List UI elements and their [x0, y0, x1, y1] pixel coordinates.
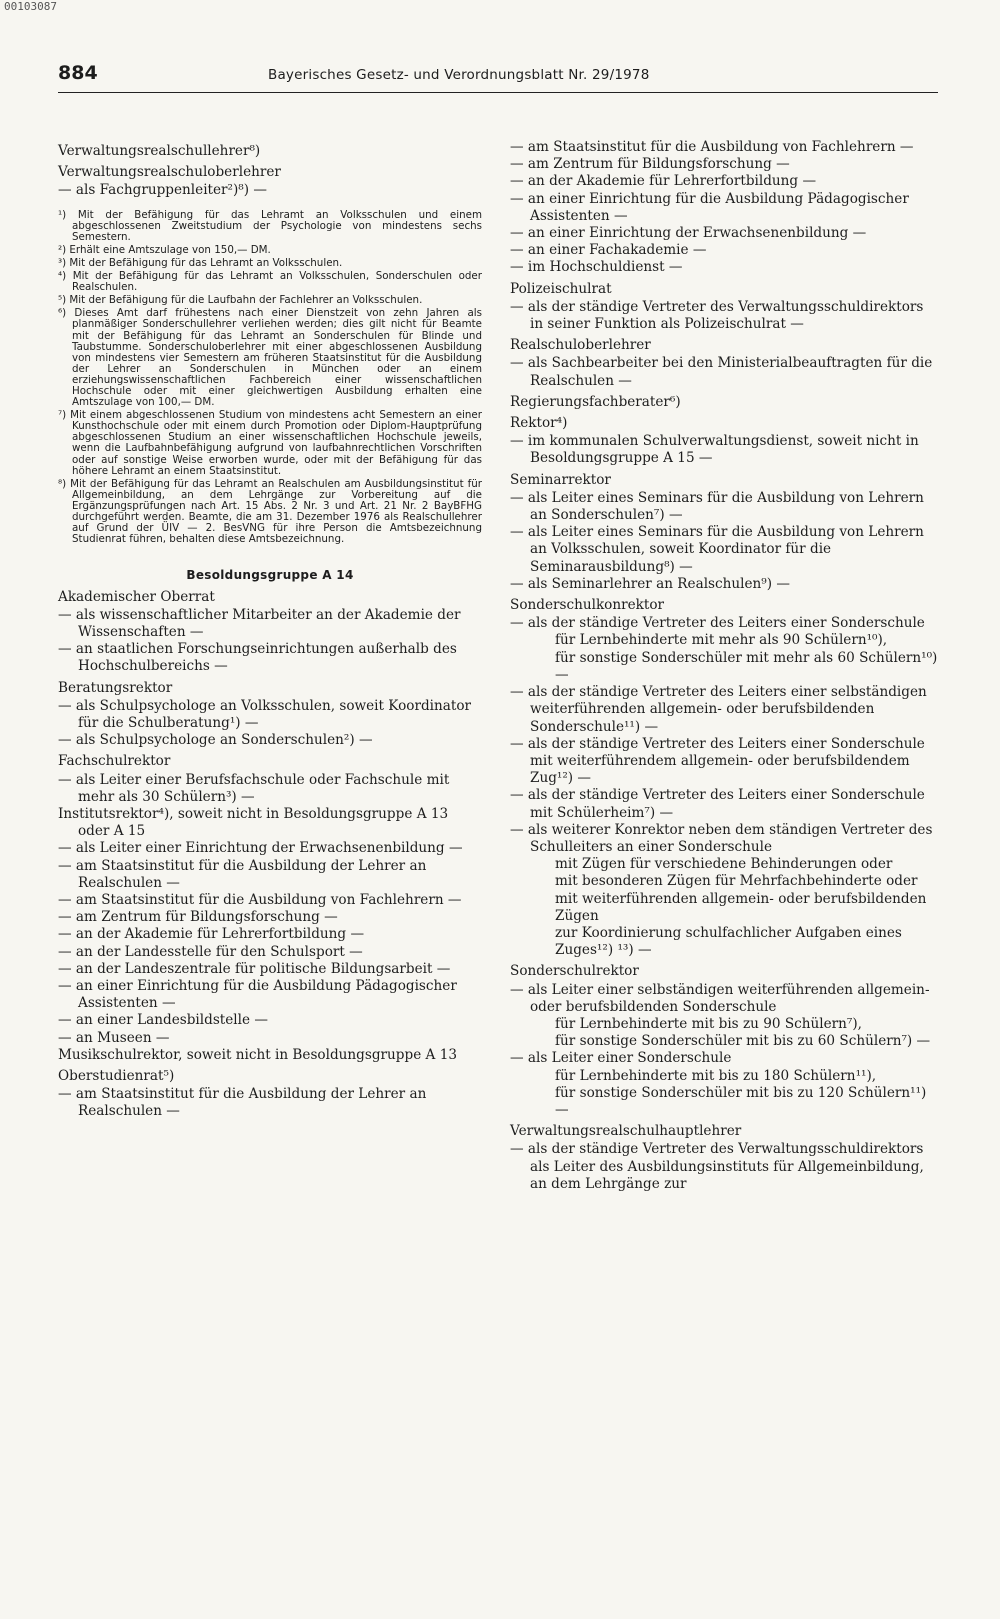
- entry-line: — an einer Fachakademie —: [510, 242, 707, 259]
- entry-title: Rektor⁴): [510, 415, 568, 432]
- entry-title: Regierungsfachberater⁶): [510, 393, 681, 410]
- entry-line: — am Staatsinstitut für die Ausbildung von Fachlehrern —: [510, 139, 914, 155]
- footnotes: [58, 210, 482, 546]
- entry-title: Seminarrektor: [510, 471, 611, 488]
- footnote: ⁴) Mit der Befähigung für das Lehramt an Volksschulen, Sonderschulen oder Realschulen.: [58, 270, 482, 294]
- entry-title: Realschuloberlehrer: [510, 337, 651, 354]
- entry-line: — an staatlichen Forschungseinrichtungen außerhalb des Hochschulbereichs —: [58, 641, 457, 675]
- entry-line: — im Hochschuldienst —: [510, 259, 683, 276]
- entry-line: zur Koordinierung schulfachlicher Aufgaben eines Zuges¹²) ¹³) —: [555, 924, 902, 959]
- entry-line: — als Seminarlehrer an Realschulen⁹) —: [510, 575, 790, 592]
- entry-line: — an der Landeszentrale für politische Bildungsarbeit —: [58, 960, 451, 977]
- entry-line: — als der ständige Vertreter des Leiters einer Sonderschule mit weiterführendem allgemein- oder berufsbildendem Zug¹²) —: [510, 735, 925, 787]
- entry-line: Institutsrektor⁴), soweit nicht in Besoldungsgruppe A 13 oder A 15: [58, 805, 449, 840]
- entry-line: für sonstige Sonderschüler mit mehr als 60 Schülern¹⁰) —: [555, 649, 938, 683]
- entry-line: — an der Landesstelle für den Schulsport —: [58, 943, 363, 960]
- entry-title: Beratungsrektor: [58, 679, 173, 696]
- footnote: ³) Mit der Befähigung für das Lehramt an Volksschulen.: [58, 256, 343, 269]
- entry-line: — als der ständige Vertreter des Leiters einer selbständigen weiterführenden allgemein- oder berufsbildenden Sonderschule¹¹) —: [510, 684, 927, 735]
- entry-line: — an einer Landesbildstelle —: [58, 1012, 268, 1029]
- section-heading: Besoldungsgruppe A 14: [186, 568, 354, 583]
- entry-title: Polizeischulrat: [510, 280, 612, 297]
- entry-line: — als weiterer Konrektor neben dem ständigen Vertreter des Schulleiters an einer Sonderschule: [510, 821, 933, 855]
- journal-title: Bayerisches Gesetz- und Verordnungsblatt Nr. 29/1978: [268, 67, 650, 83]
- right-column: [510, 139, 940, 1193]
- footnote: ¹) Mit der Befähigung für das Lehramt an Volksschulen und einem abgeschlossenen Zweitstudium der Psychologie von mindestens sechs Semestern.: [58, 208, 482, 243]
- entry-line: — an der Akademie für Lehrerfortbildung —: [58, 926, 365, 943]
- entry-line: — als Fachgruppenleiter²)⁸) —: [58, 182, 267, 199]
- entry-line: — als wissenschaftlicher Mitarbeiter an der Akademie der Wissenschaften —: [58, 606, 461, 640]
- entry-line: — an einer Einrichtung für die Ausbildung Pädagogischer Assistenten —: [58, 978, 457, 1012]
- entry-line: — als Leiter eines Seminars für die Ausbildung von Lehrern an Sonderschulen⁷) —: [510, 489, 924, 524]
- entry-line: — als Schulpsychologe an Sonderschulen²) —: [58, 732, 373, 749]
- entry-line: für Lernbehinderte mit mehr als 90 Schülern¹⁰),: [555, 632, 888, 649]
- entry-line: mit Zügen für verschiedene Behinderungen oder: [555, 856, 893, 873]
- entry-title: Oberstudienrat⁵): [58, 1068, 175, 1085]
- archive-number: 00103087: [4, 0, 57, 13]
- entry-title: Verwaltungsrealschuloberlehrer: [58, 164, 281, 181]
- entry-line: — als der ständige Vertreter des Leiters einer Sonderschule mit Schülerheim⁷) —: [510, 787, 925, 821]
- right-entries: [510, 139, 940, 1193]
- entry-title: Sonderschulrektor: [510, 963, 639, 980]
- left-top-entries: [58, 143, 482, 200]
- entry-line: — als Leiter einer Einrichtung der Erwachsenenbildung —: [58, 840, 463, 857]
- footnote: ²) Erhält eine Amtszulage von 150,— DM.: [58, 243, 271, 256]
- entry-title: Verwaltungsrealschulhauptlehrer: [510, 1123, 742, 1140]
- footnote: ⁶) Dieses Amt darf frühestens nach einer Dienstzeit von zehn Jahren als planmäßiger Sonderschullehrer verliehen werden; dies gilt nicht für Beamte mit der Befähigung für das Lehramt an Sonderschulen für Blinde und Taubstumme. Sonderschuloberlehrer mit einer abgeschlossenen Ausbildung von mindestens vier Semestern am früheren Staatsinstitut für die Ausbildung der Lehrer an Sonderschulen in München oder an einem erziehungswissenschaftlichen Fachbereich einer wissenschaftlichen Hochschule oder mit einer gleichwertigen Ausbildung erhalten eine Amtszulage von 100,— DM.: [58, 307, 482, 409]
- entry-line: — an einer Einrichtung für die Ausbildung Pädagogischer Assistenten —: [510, 190, 909, 224]
- entry-line: — an Museen —: [58, 1029, 170, 1046]
- entry-line: Musikschulrektor, soweit nicht in Besoldungsgruppe A 13: [58, 1046, 457, 1063]
- entry-line: — als der ständige Vertreter des Verwaltungsschuldirektors in seiner Funktion als Polizeischulrat —: [510, 298, 924, 333]
- entry-line: für Lernbehinderte mit bis zu 90 Schülern⁷),: [555, 1015, 862, 1032]
- entry-line: — am Staatsinstitut für die Ausbildung von Fachlehrern —: [58, 891, 462, 908]
- entry-line: mit weiterführenden allgemein- oder berufsbildenden Zügen: [555, 890, 927, 924]
- entry-title: Verwaltungsrealschullehrer⁸): [58, 143, 261, 159]
- entry-line: — als Sachbearbeiter bei den Ministerialbeauftragten für die Realschulen —: [510, 355, 933, 389]
- entry-line: für sonstige Sonderschüler mit bis zu 120 Schülern¹¹) —: [555, 1084, 927, 1118]
- page-header: [58, 62, 938, 93]
- entry-line: für Lernbehinderte mit bis zu 180 Schülern¹¹),: [555, 1067, 877, 1084]
- entry-line: — als Leiter einer selbständigen weiterführenden allgemein- oder berufsbildenden Sonderschule: [510, 981, 930, 1015]
- entry-line: — als der ständige Vertreter des Leiters einer Sonderschule: [510, 615, 925, 632]
- entry-title: Sonderschulkonrektor: [510, 597, 665, 614]
- entry-line: — an der Akademie für Lehrerfortbildung —: [510, 173, 817, 190]
- entry-line: mit besonderen Zügen für Mehrfachbehinderte oder: [555, 873, 918, 890]
- footnote: ⁷) Mit einem abgeschlossenen Studium von mindestens acht Semestern an einer Kunsthochschule oder mit einem durch Promotion oder Diplom-Hauptprüfung abgeschlossenen Studium an einer wissenschaftlichen Hochschule jeweils, wenn die Laufbahnbefähigung aufgrund von laufbahnrechtlichen Vorschriften oder auf sonstige Weise erworben wurde, oder mit der Befähigung für das höhere Lehramt an einem Staatsinstitut.: [58, 409, 482, 477]
- entry-line: — am Zentrum für Bildungsforschung —: [58, 909, 338, 926]
- entry-line: — als Leiter einer Berufsfachschule oder Fachschule mit mehr als 30 Schülern³) —: [58, 771, 450, 805]
- entry-line: — am Zentrum für Bildungsforschung —: [510, 156, 790, 173]
- entry-title: Akademischer Oberrat: [58, 588, 215, 605]
- left-column: [58, 139, 482, 1121]
- footnote: ⁸) Mit der Befähigung für das Lehramt an Realschulen am Ausbildungsinstitut für Allgemeinbildung, an dem Lehrgänge zur Vorbereitung auf die Ergänzungsprüfungen nach Art. 15 Abs. 2 Nr. 3 und Art. 21 Nr. 2 BayBFHG durchgeführt werden. Beamte, die am 31. Dezember 1976 als Realschullehrer auf Grund der ÜIV — 2. BesVNG für ihre Person die Amtsbezeichnung Studienrat führen, behalten diese Amtsbezeichnung.: [58, 477, 482, 546]
- entry-line: — als der ständige Vertreter des Verwaltungsschuldirektors als Leiter des Ausbildungsinstituts für Allgemeinbildung, an dem Lehrgänge zur: [510, 1141, 924, 1192]
- entry-line: — als Schulpsychologe an Volksschulen, soweit Koordinator für die Schulberatung¹) —: [58, 697, 472, 731]
- footnote: ⁵) Mit der Befähigung für die Laufbahn der Fachlehrer an Volksschulen.: [58, 294, 423, 307]
- entry-line: — als Leiter einer Sonderschule: [510, 1050, 732, 1067]
- entry-line: — als Leiter eines Seminars für die Ausbildung von Lehrern an Volksschulen, soweit Koordinator für die Seminarausbildung⁸) —: [510, 524, 924, 575]
- page-number: 884: [58, 62, 98, 84]
- entry-line: — an einer Einrichtung der Erwachsenenbildung —: [510, 225, 867, 242]
- entry-line: — im kommunalen Schulverwaltungsdienst, soweit nicht in Besoldungsgruppe A 15 —: [510, 433, 919, 467]
- entry-title: Fachschulrektor: [58, 753, 171, 770]
- entry-line: — am Staatsinstitut für die Ausbildung der Lehrer an Realschulen —: [58, 857, 427, 891]
- left-bottom-entries: [58, 589, 482, 1121]
- entry-line: — am Staatsinstitut für die Ausbildung der Lehrer an Realschulen —: [58, 1086, 427, 1120]
- entry-line: für sonstige Sonderschüler mit bis zu 60 Schülern⁷) —: [555, 1033, 931, 1050]
